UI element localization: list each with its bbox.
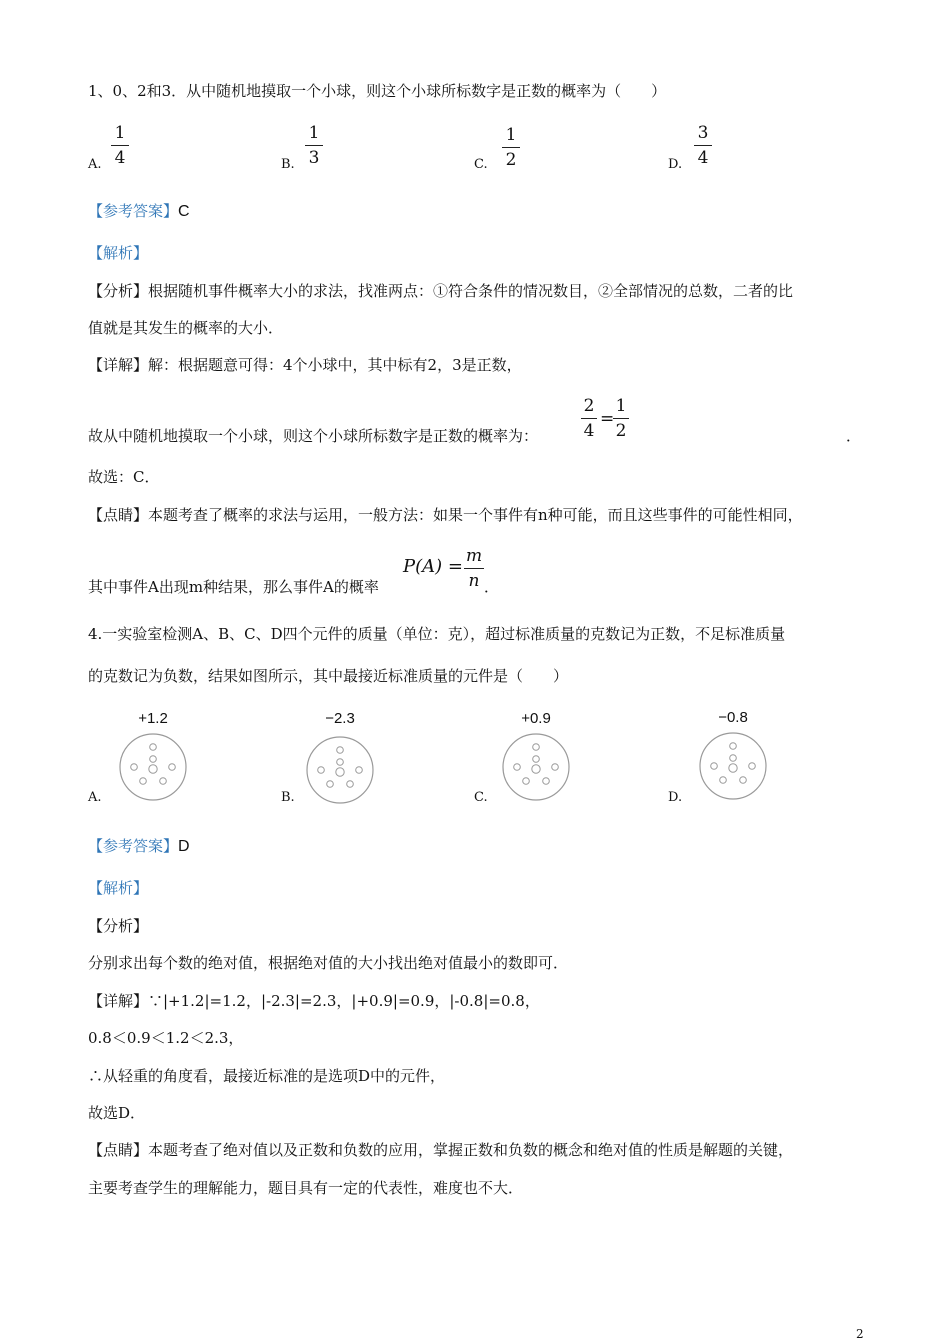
numerator: 1 — [615, 396, 627, 416]
q3-answer — [88, 201, 190, 222]
q3-dianjing-line1: 【点睛】本题考查了概率的求法与运用，一般方法：如果一个事件有n种可能，而且这些事件的可能性相同， — [88, 506, 803, 524]
component-figure — [116, 704, 192, 804]
fraction — [581, 396, 597, 441]
component-figure — [303, 704, 379, 804]
q4-dianjing-line1: 【点睛】本题考查了绝对值以及正数和负数的应用，掌握正数和负数的概念和绝对值的性质是解题的关键， — [88, 1141, 794, 1159]
denominator: 2 — [615, 421, 627, 441]
component-figure — [499, 704, 575, 804]
q3-dianjing-line2: 其中事件A出现m种结果，那么事件A的概率 — [88, 578, 379, 596]
q3-detail-line2-end: ． — [846, 427, 862, 445]
q4-detail-line3: ∴从轻重的角度看，最接近标准的是选项D中的元件， — [88, 1067, 446, 1085]
fraction — [694, 123, 712, 168]
numerator: m — [465, 546, 483, 566]
equals-sign: = — [600, 409, 615, 429]
q4-detail-line1: 【详解】∵|+1.2|=1.2，|-2.3|=2.3，|+0.9|=0.9，|-0.8|=0.8， — [88, 992, 540, 1010]
q3-detail-line2: 故从中随机地摸取一个小球，则这个小球所标数字是正数的概率为： — [88, 427, 539, 445]
q4-stem-line1: 4.一实验室检测A、B、C、D四个元件的质量（单位：克），超过标准质量的克数记为正数，不足标准质量 — [88, 625, 786, 643]
q3-fenxi-line2: 值就是其发生的概率的大小． — [88, 319, 284, 337]
option-label: B. — [281, 790, 295, 805]
denominator: n — [468, 571, 480, 591]
answer-value: D — [178, 838, 190, 855]
denominator: 2 — [505, 150, 517, 170]
mass-value: +1.2 — [138, 710, 168, 727]
option-label: C. — [474, 157, 488, 172]
numerator: 3 — [697, 123, 709, 143]
mass-value: −2.3 — [325, 710, 355, 727]
formula-lhs: P(A) = — [403, 556, 463, 577]
option-label: C. — [474, 790, 488, 805]
page-number: 2 — [856, 1327, 864, 1341]
q4-fenxi: 分别求出每个数的绝对值，根据绝对值的大小找出绝对值最小的数即可． — [88, 954, 569, 972]
denominator: 4 — [583, 421, 595, 441]
q4-analysis-tag: 【解析】 — [88, 879, 149, 897]
answer-value: C — [178, 203, 190, 220]
mass-value: −0.8 — [718, 709, 748, 726]
denominator: 3 — [308, 148, 320, 168]
formula-end: ． — [484, 578, 500, 596]
q3-detail-line3: 故选：C． — [88, 468, 160, 486]
q4-detail-line4: 故选D． — [88, 1104, 146, 1122]
component-figure — [696, 703, 772, 803]
q4-answer — [88, 836, 190, 857]
q3-detail-line1: 【详解】解：根据题意可得：4个小球中，其中标有2，3是正数， — [88, 356, 522, 374]
q4-fenxi-tag: 【分析】 — [88, 917, 149, 935]
q3-stem-tail: 1、0、2和3．从中随机地摸取一个小球，则这个小球所标数字是正数的概率为（ ） — [88, 82, 667, 100]
mass-value: +0.9 — [521, 710, 551, 727]
q4-stem-line2: 的克数记为负数，结果如图所示，其中最接近标准质量的元件是（ ） — [88, 667, 569, 685]
option-label: D. — [668, 790, 683, 805]
denominator: 4 — [114, 148, 126, 168]
fraction — [502, 125, 520, 170]
denominator: 4 — [697, 148, 709, 168]
numerator: 1 — [505, 125, 517, 145]
fraction — [613, 396, 629, 441]
q3-fenxi-line1: 【分析】根据随机事件概率大小的求法，找准两点：①符合条件的情况数目，②全部情况的总数，二者的比 — [88, 282, 794, 300]
option-label: A. — [88, 790, 102, 805]
option-label: D. — [668, 157, 683, 172]
option-label: B. — [281, 157, 295, 172]
q4-detail-line2: 0.8＜0.9＜1.2＜2.3， — [88, 1029, 244, 1047]
q4-dianjing-line2: 主要考查学生的理解能力，题目具有一定的代表性，难度也不大． — [88, 1179, 524, 1197]
numerator: 1 — [308, 123, 320, 143]
fraction — [464, 546, 484, 591]
numerator: 2 — [583, 396, 595, 416]
answer-tag: 【参考答案】 — [88, 202, 179, 220]
numerator: 1 — [114, 123, 126, 143]
fraction — [111, 123, 129, 168]
answer-tag: 【参考答案】 — [88, 837, 179, 855]
option-label: A. — [88, 157, 102, 172]
q3-analysis-tag: 【解析】 — [88, 244, 149, 262]
fraction — [305, 123, 323, 168]
